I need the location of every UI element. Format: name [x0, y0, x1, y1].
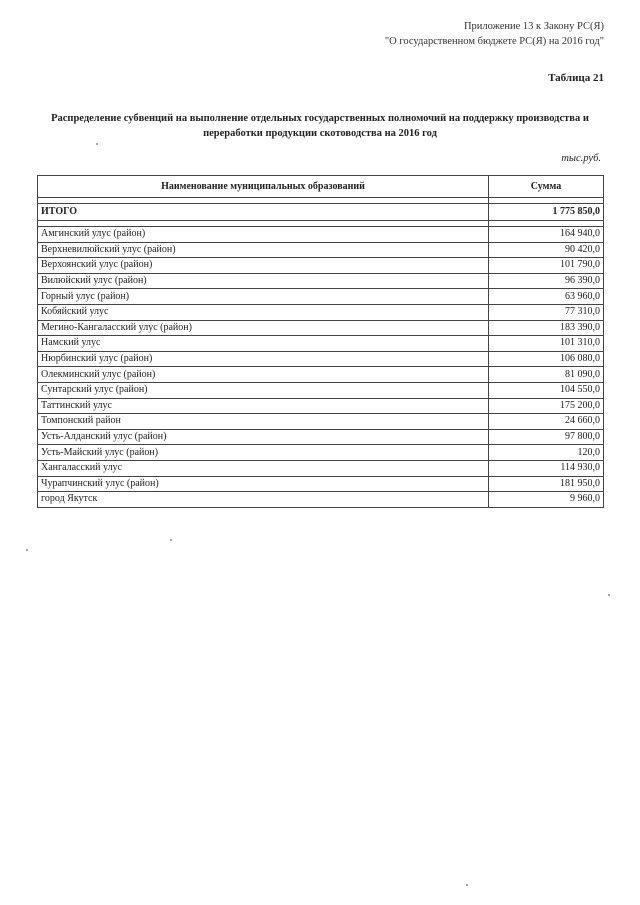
- table-header-row: [38, 176, 604, 198]
- municipality-name: Амгинский улус (район): [38, 227, 489, 243]
- table-row: [38, 492, 604, 508]
- units-label: тыс.руб.: [561, 153, 601, 164]
- subsidy-amount: 90 420,0: [489, 242, 604, 258]
- annex-line-2: "О государственном бюджете РС(Я) на 2016 год": [384, 36, 604, 47]
- subsidy-table: [37, 175, 604, 508]
- municipality-name: Горный улус (район): [38, 289, 489, 305]
- subsidy-amount: 101 790,0: [489, 258, 604, 274]
- table-row: [38, 320, 604, 336]
- municipality-name: Усть-Майский улус (район): [38, 445, 489, 461]
- table-row: [38, 336, 604, 352]
- document-title: [30, 111, 610, 141]
- subsidy-amount: 183 390,0: [489, 320, 604, 336]
- table-row: [38, 273, 604, 289]
- scan-speck: [608, 594, 610, 596]
- scan-speck: [96, 143, 98, 145]
- municipality-name: Чурапчинский улус (район): [38, 476, 489, 492]
- annex-line-1: Приложение 13 к Закону РС(Я): [463, 21, 604, 32]
- subsidy-amount: 175 200,0: [489, 398, 604, 414]
- table-row: [38, 227, 604, 243]
- subsidy-amount: 104 550,0: [489, 382, 604, 398]
- municipality-name: Кобяйский улус: [38, 304, 489, 320]
- scan-speck: [170, 539, 172, 541]
- municipality-name: Сунтарский улус (район): [38, 382, 489, 398]
- total-row: [38, 204, 604, 221]
- subsidy-amount: 9 960,0: [489, 492, 604, 508]
- table-row: [38, 445, 604, 461]
- annex-reference: [385, 19, 604, 49]
- column-header-name: Наименование муниципальных образований: [38, 176, 489, 198]
- municipality-name: Нюрбинский улус (район): [38, 351, 489, 367]
- subsidy-amount: 114 930,0: [489, 460, 604, 476]
- municipality-name: Верхневилюйский улус (район): [38, 242, 489, 258]
- table-row: [38, 460, 604, 476]
- subsidy-amount: 106 080,0: [489, 351, 604, 367]
- municipality-name: Усть-Алданский улус (район): [38, 429, 489, 445]
- table-number: Таблица 21: [548, 72, 604, 84]
- subsidy-amount: 81 090,0: [489, 367, 604, 383]
- municipality-name: Вилюйский улус (район): [38, 273, 489, 289]
- subsidy-amount: 77 310,0: [489, 304, 604, 320]
- municipality-name: Хангаласский улус: [38, 460, 489, 476]
- subsidy-amount: 96 390,0: [489, 273, 604, 289]
- table-row: [38, 351, 604, 367]
- scan-speck: [466, 884, 468, 886]
- table-row: [38, 367, 604, 383]
- table-row: [38, 476, 604, 492]
- title-line-2: переработки продукции скотоводства на 2016 год: [203, 128, 437, 139]
- table-row: [38, 398, 604, 414]
- table-row: [38, 414, 604, 430]
- municipality-name: Намский улус: [38, 336, 489, 352]
- municipality-name: Мегино-Кангаласский улус (район): [38, 320, 489, 336]
- subsidy-amount: 63 960,0: [489, 289, 604, 305]
- subsidy-amount: 24 660,0: [489, 414, 604, 430]
- municipality-name: Томпонский район: [38, 414, 489, 430]
- municipality-name: Олекминский улус (район): [38, 367, 489, 383]
- subsidy-amount: 164 940,0: [489, 227, 604, 243]
- table-row: [38, 304, 604, 320]
- scan-speck: [26, 549, 28, 551]
- municipality-name: Таттинский улус: [38, 398, 489, 414]
- total-label: ИТОГО: [38, 204, 489, 221]
- table-row: [38, 429, 604, 445]
- title-line-1: Распределение субвенций на выполнение отдельных государственных полномочий на поддержку производства и: [51, 113, 589, 124]
- column-header-sum: Сумма: [489, 176, 604, 198]
- subsidy-amount: 101 310,0: [489, 336, 604, 352]
- subsidy-amount: 120,0: [489, 445, 604, 461]
- subsidy-amount: 181 950,0: [489, 476, 604, 492]
- total-sum: 1 775 850,0: [489, 204, 604, 221]
- municipality-name: город Якутск: [38, 492, 489, 508]
- table-row: [38, 382, 604, 398]
- municipality-name: Верхоянский улус (район): [38, 258, 489, 274]
- table-row: [38, 289, 604, 305]
- table-row: [38, 258, 604, 274]
- subsidy-amount: 97 800,0: [489, 429, 604, 445]
- table-row: [38, 242, 604, 258]
